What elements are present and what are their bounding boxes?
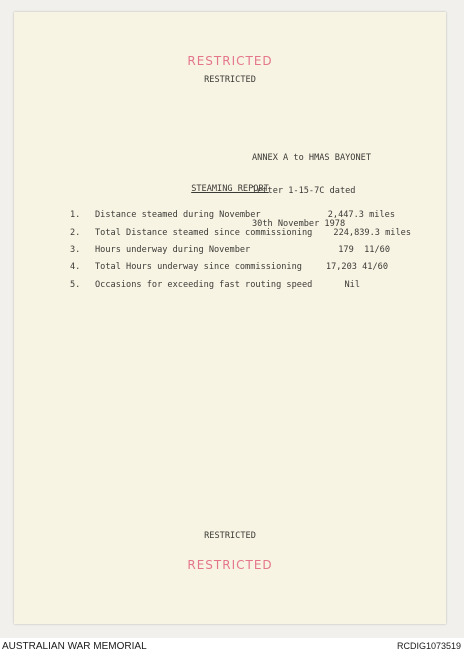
classification-bottom: RESTRICTED: [204, 531, 256, 541]
annex-line: ANNEX A to HMAS BAYONET: [252, 153, 371, 163]
report-item: [14, 210, 446, 222]
item-number: 5.: [70, 280, 81, 290]
restricted-stamp-top: RESTRICTED: [187, 54, 273, 68]
annex-line: 30th November 1978: [252, 219, 346, 229]
item-description: Occasions for exceeding fast routing speed: [95, 280, 313, 290]
reference-number: RCDIG1073519: [396, 641, 461, 651]
item-description: Total Distance steamed since commissioning: [95, 228, 313, 238]
item-value: 2,447.3 miles: [327, 210, 395, 220]
item-number: 3.: [70, 245, 81, 255]
restricted-stamp-bottom: RESTRICTED: [187, 558, 273, 572]
item-description: Distance steamed during November: [95, 210, 261, 220]
report-item: [14, 262, 446, 274]
item-value: 224,839.3 miles: [333, 228, 411, 238]
report-item: [14, 245, 446, 257]
item-number: 2.: [70, 228, 81, 238]
institution-label: AUSTRALIAN WAR MEMORIAL: [2, 641, 147, 652]
item-description: Total Hours underway since commissioning: [95, 262, 302, 272]
report-heading: STEAMING REPORT: [191, 184, 269, 194]
item-value: 17,203 41/60: [325, 262, 388, 272]
classification-top: RESTRICTED: [204, 75, 256, 85]
report-item: [14, 280, 446, 292]
item-value: 179 11/60: [338, 245, 390, 255]
document-page: [14, 12, 446, 624]
item-value: Nil: [344, 280, 360, 290]
item-number: 4.: [70, 262, 81, 272]
item-number: 1.: [70, 210, 81, 220]
item-description: Hours underway during November: [95, 245, 251, 255]
report-item: [14, 228, 446, 240]
annex-line: letter 1-15-7C dated: [252, 186, 356, 196]
